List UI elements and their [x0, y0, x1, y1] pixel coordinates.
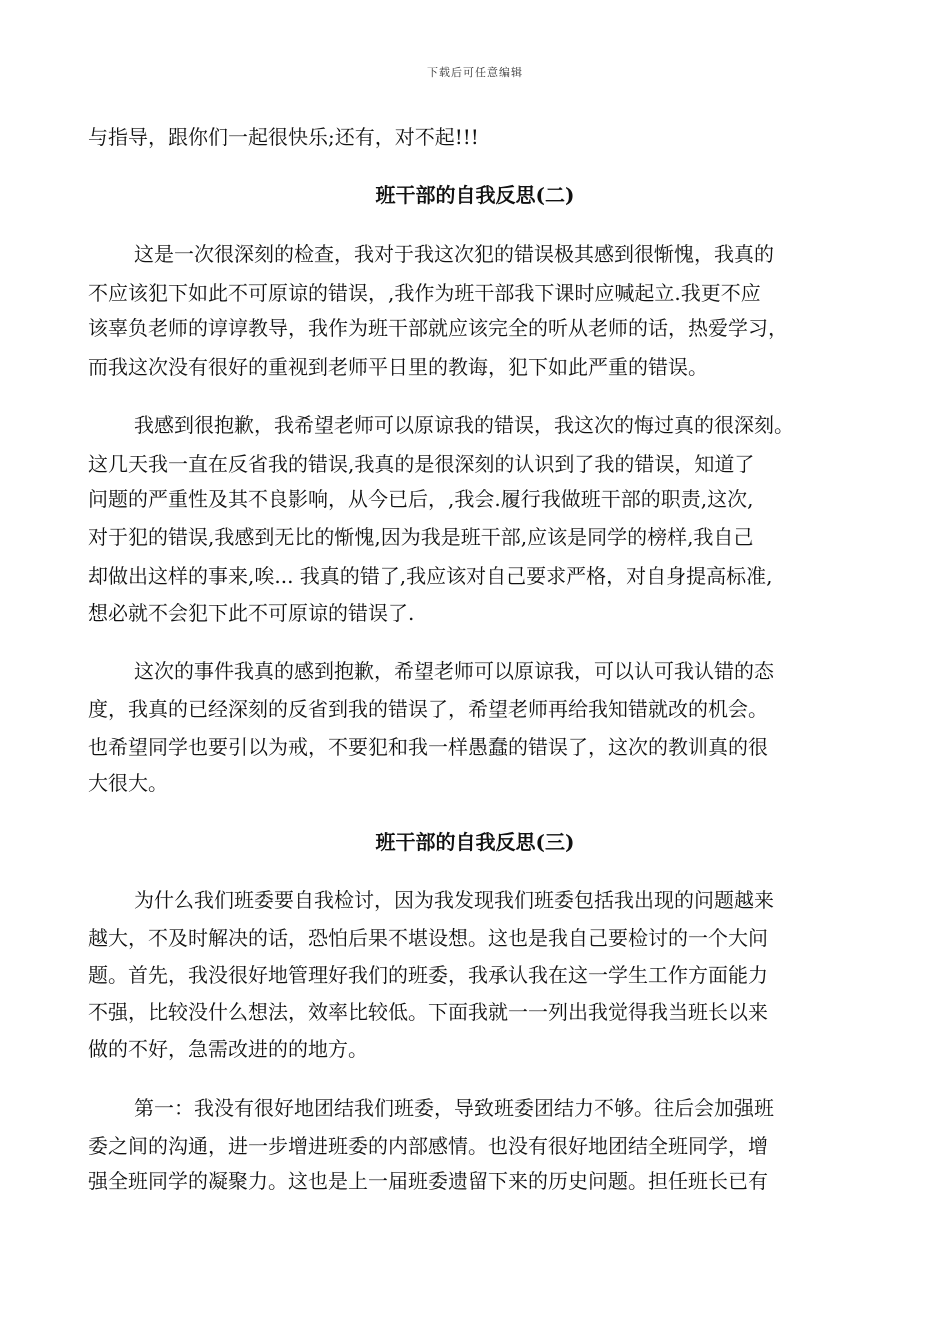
page-header: 下载后可任意编辑: [427, 66, 523, 79]
body-line: 这是一次很深刻的检查，我对于我这次犯的错误极其感到很惭愧，我真的: [134, 242, 774, 266]
body-line: 不应该犯下如此不可原谅的错误，,我作为班干部我下课时应喊起立.我更不应: [88, 281, 761, 305]
body-line: 也希望同学也要引以为戒，不要犯和我一样愚蠢的错误了，这次的教训真的很: [88, 735, 768, 759]
body-line: 对于犯的错误,我感到无比的惭愧,因为我是班干部,应该是同学的榜样,我自己: [88, 525, 754, 549]
body-line: 题。首先，我没很好地管理好我们的班委，我承认我在这一学生工作方面能力: [88, 963, 768, 987]
body-line: 第一：我没有很好地团结我们班委，导致班委团结力不够。往后会加强班: [134, 1096, 774, 1120]
body-line: 想必就不会犯下此不可原谅的错误了.: [88, 601, 415, 625]
body-line: 而我这次没有很好的重视到老师平日里的教诲，犯下如此严重的错误。: [88, 355, 708, 379]
body-line: 做的不好，急需改进的的地方。: [88, 1037, 368, 1061]
section-heading: 班干部的自我反思(二): [375, 183, 575, 207]
body-line: 强全班同学的凝聚力。这也是上一届班委遗留下来的历史问题。担任班长已有: [88, 1169, 768, 1193]
body-line: 不强，比较没什么想法，效率比较低。下面我就一一列出我觉得我当班长以来: [88, 1000, 768, 1024]
body-line: 大很大。: [88, 771, 168, 795]
body-line: 这次的事件我真的感到抱歉，希望老师可以原谅我，可以认可我认错的态: [134, 659, 774, 683]
section-heading: 班干部的自我反思(三): [375, 830, 575, 854]
body-line: 度，我真的已经深刻的反省到我的错误了，希望老师再给我知错就改的机会。: [88, 697, 768, 721]
body-line: 该辜负老师的谆谆教导，我作为班干部就应该完全的听从老师的话，热爱学习，: [88, 316, 788, 340]
body-line: 与指导，跟你们一起很快乐;还有，对不起!!!: [88, 125, 479, 149]
body-line: 却做出这样的事来,唉... 我真的错了,我应该对自己要求严格，对自身提高标准,: [88, 564, 773, 588]
body-line: 这几天我一直在反省我的错误,我真的是很深刻的认识到了我的错误，知道了: [88, 452, 755, 476]
body-line: 我感到很抱歉，我希望老师可以原谅我的错误，我这次的悔过真的很深刻。: [134, 413, 794, 437]
body-line: 越大，不及时解决的话，恐怕后果不堪设想。这也是我自己要检讨的一个大问: [88, 926, 768, 950]
body-line: 委之间的沟通，进一步增进班委的内部感情。也没有很好地团结全班同学，增: [88, 1134, 768, 1158]
body-line: 为什么我们班委要自我检讨，因为我发现我们班委包括我出现的问题越来: [134, 888, 774, 912]
body-line: 问题的严重性及其不良影响，从今已后，,我会.履行我做班干部的职责,这次,: [88, 487, 754, 511]
